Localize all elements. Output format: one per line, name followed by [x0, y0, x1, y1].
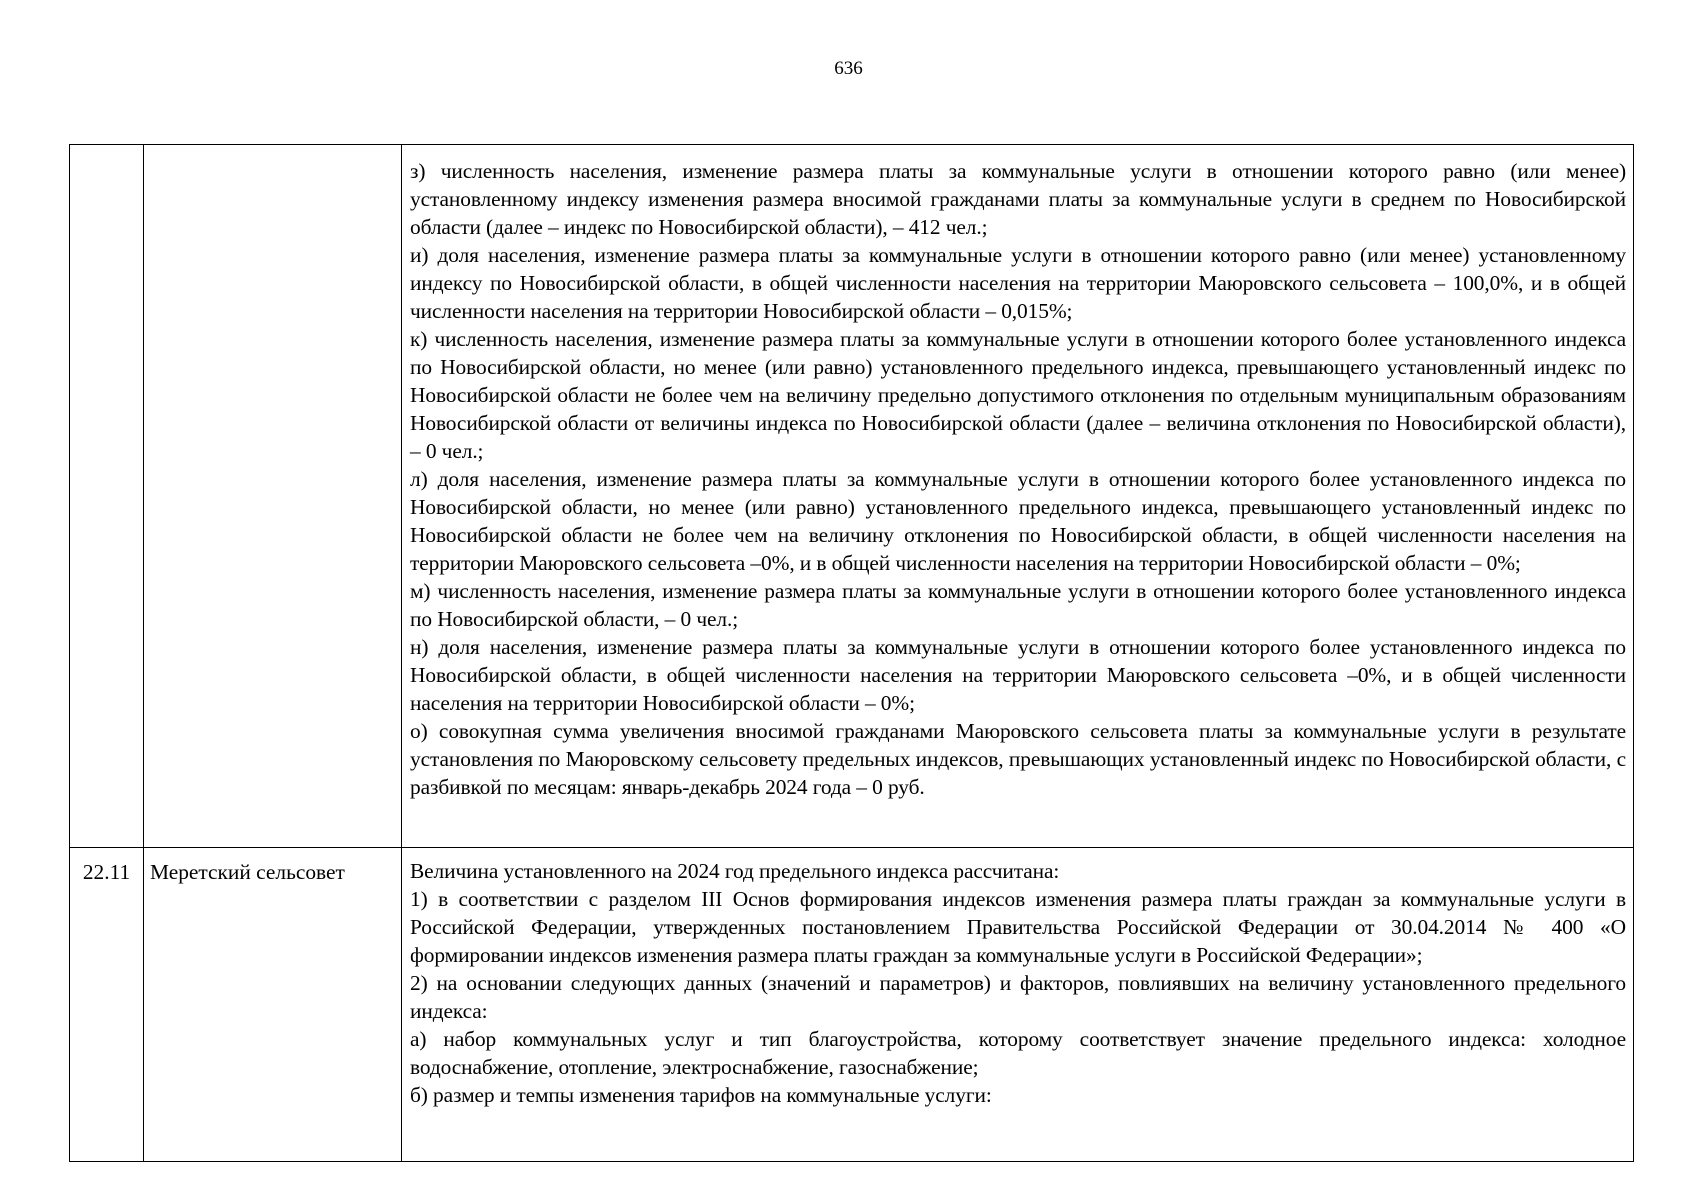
municipality-name-cell: Меретский сельсовет: [144, 848, 402, 1162]
paragraph-l: л) доля населения, изменение размера платы за коммунальные услуги в отношении которого более установленного индекса по Новосибирской области, но менее (или равно) установленного предельного индекса, превышающего установленный индекс по Новосибирской области не более чем на величину отклонения по Новосибирской области, в общей численности населения на территории Маюровского сельсовета –0%, и в общей численности населения на территории Новосибирской области – 0%;: [410, 467, 1626, 575]
table-row: [70, 145, 1634, 848]
municipality-name-cell: [144, 145, 402, 848]
description-cell: [402, 145, 1634, 848]
paragraph-i: и) доля населения, изменение размера платы за коммунальные услуги в отношении которого равно (или менее) установленному индексу по Новосибирской области, в общей численности населения на территории Маюровского сельсовета – 100,0%, и в общей численности населения на территории Новосибирской области – 0,015%;: [410, 243, 1626, 323]
paragraph-m: м) численность населения, изменение размера платы за коммунальные услуги в отношении которого более установленного индекса по Новосибирской области, – 0 чел.;: [410, 579, 1626, 631]
row-number-cell: [70, 145, 144, 848]
paragraph-1: 1) в соответствии с разделом III Основ формирования индексов изменения размера платы граждан за коммунальные услуги в Российской Федерации, утвержденных постановлением Правительства Российской Федерации от 30.04.2014 № 400 «О формировании индексов изменения размера платы граждан за коммунальные услуги в Российской Федерации»;: [410, 887, 1626, 967]
description-cell: [402, 848, 1634, 1162]
paragraph-o: о) совокупная сумма увеличения вносимой гражданами Маюровского сельсовета платы за коммунальные услуги в результате установления по Маюровскому сельсовету предельных индексов, превышающих установленный индекс по Новосибирской области, с разбивкой по месяцам: январь-декабрь 2024 года – 0 руб.: [410, 719, 1626, 799]
table-row: [70, 848, 1634, 1162]
paragraph-k: к) численность населения, изменение размера платы за коммунальные услуги в отношении которого более установленного индекса по Новосибирской области, но менее (или равно) установленного предельного индекса, превышающего установленный индекс по Новосибирской области не более чем на величину предельно допустимого отклонения по отдельным муниципальным образованиям Новосибирской области от величины индекса по Новосибирской области (далее – величина отклонения по Новосибирской области), – 0 чел.;: [410, 327, 1626, 463]
row-number-cell: 22.11: [70, 848, 144, 1162]
paragraph-b: б) размер и темпы изменения тарифов на коммунальные услуги:: [410, 1083, 992, 1107]
paragraph-intro: Величина установленного на 2024 год предельного индекса рассчитана:: [410, 859, 1060, 883]
paragraph-a: а) набор коммунальных услуг и тип благоустройства, которому соответствует значение предельного индекса: холодное водоснабжение, отопление, электроснабжение, газоснабжение;: [410, 1027, 1626, 1079]
paragraph-n: н) доля населения, изменение размера платы за коммунальные услуги в отношении которого более установленного индекса по Новосибирской области, в общей численности населения на территории Маюровского сельсовета –0%, и в общей численности населения на территории Новосибирской области – 0%;: [410, 635, 1626, 715]
document-table: [69, 144, 1634, 1162]
page-number: 636: [834, 58, 863, 79]
paragraph-z: з) численность населения, изменение размера платы за коммунальные услуги в отношении которого равно (или менее) установленному индексу изменения размера вносимой гражданами платы за коммунальные услуги в среднем по Новосибирской области (далее – индекс по Новосибирской области), – 412 чел.;: [410, 159, 1626, 239]
paragraph-2: 2) на основании следующих данных (значений и параметров) и факторов, повлиявших на величину установленного предельного индекса:: [410, 971, 1626, 1023]
